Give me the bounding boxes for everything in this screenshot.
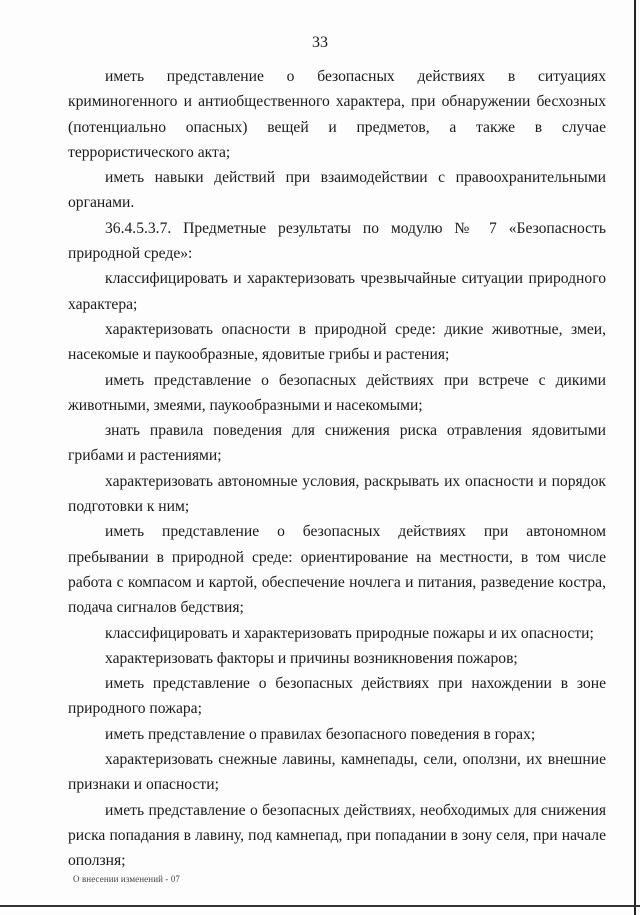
footer-note: О внесении изменений - 07 [73, 874, 181, 884]
page-number: 33 [312, 34, 328, 51]
paragraph: иметь представление о безопасных действиях в ситуациях криминогенного и антиобщественного характера, при обнаружении бесхозных (потенциально опасных) вещей и предметов, а также в случае террористического акта; [68, 68, 606, 161]
paragraph: иметь представление о безопасных действиях при автономном пребывании в природной среде: ориентирование на местности, в том числе работа с компасом и картой, обеспечение ночлега и питания, разведение костра, подача сигналов бедствия; [68, 523, 606, 617]
paragraph: классифицировать и характеризовать природные пожары и их опасности; [105, 624, 594, 642]
paragraph: иметь представление о правилах безопасного поведения в горах; [105, 725, 536, 743]
paragraph: знать правила поведения для снижения риска отравления ядовитыми грибами и растениями; [68, 422, 606, 465]
section-heading-paragraph: 36.4.5.3.7. Предметные результаты по модулю № 7 «Безопасность природной среде»: [68, 219, 606, 263]
paragraph: иметь представление о безопасных действиях, необходимых для снижения риска попадания в лавину, под камнепад, при попадании в зону селя, при начале оползня; [68, 801, 606, 870]
paragraph: иметь навыки действий при взаимодействии с правоохранительными органами. [68, 169, 606, 212]
paragraph: характеризовать автономные условия, раскрывать их опасности и порядок подготовки к ним; [68, 472, 606, 516]
paragraph: классифицировать и характеризовать чрезвычайные ситуации природного характера; [68, 270, 606, 313]
paragraph: характеризовать опасности в природной среде: дикие животные, змеи, насекомые и паукообразные, ядовитые грибы и растения; [68, 320, 606, 364]
paragraph: иметь представление о безопасных действиях при нахождении в зоне природного пожара; [68, 675, 606, 718]
scan-edge-bottom [0, 905, 640, 907]
paragraph: иметь представление о безопасных действиях при встрече с дикими животными, змеями, паукообразными и насекомыми; [68, 371, 606, 414]
body-text [68, 64, 606, 874]
paragraph: характеризовать снежные лавины, камнепады, сели, оползни, их внешние признаки и опасности; [68, 751, 606, 794]
scan-edge-right [634, 0, 636, 915]
paragraph: характеризовать факторы и причины возникновения пожаров; [105, 649, 518, 667]
